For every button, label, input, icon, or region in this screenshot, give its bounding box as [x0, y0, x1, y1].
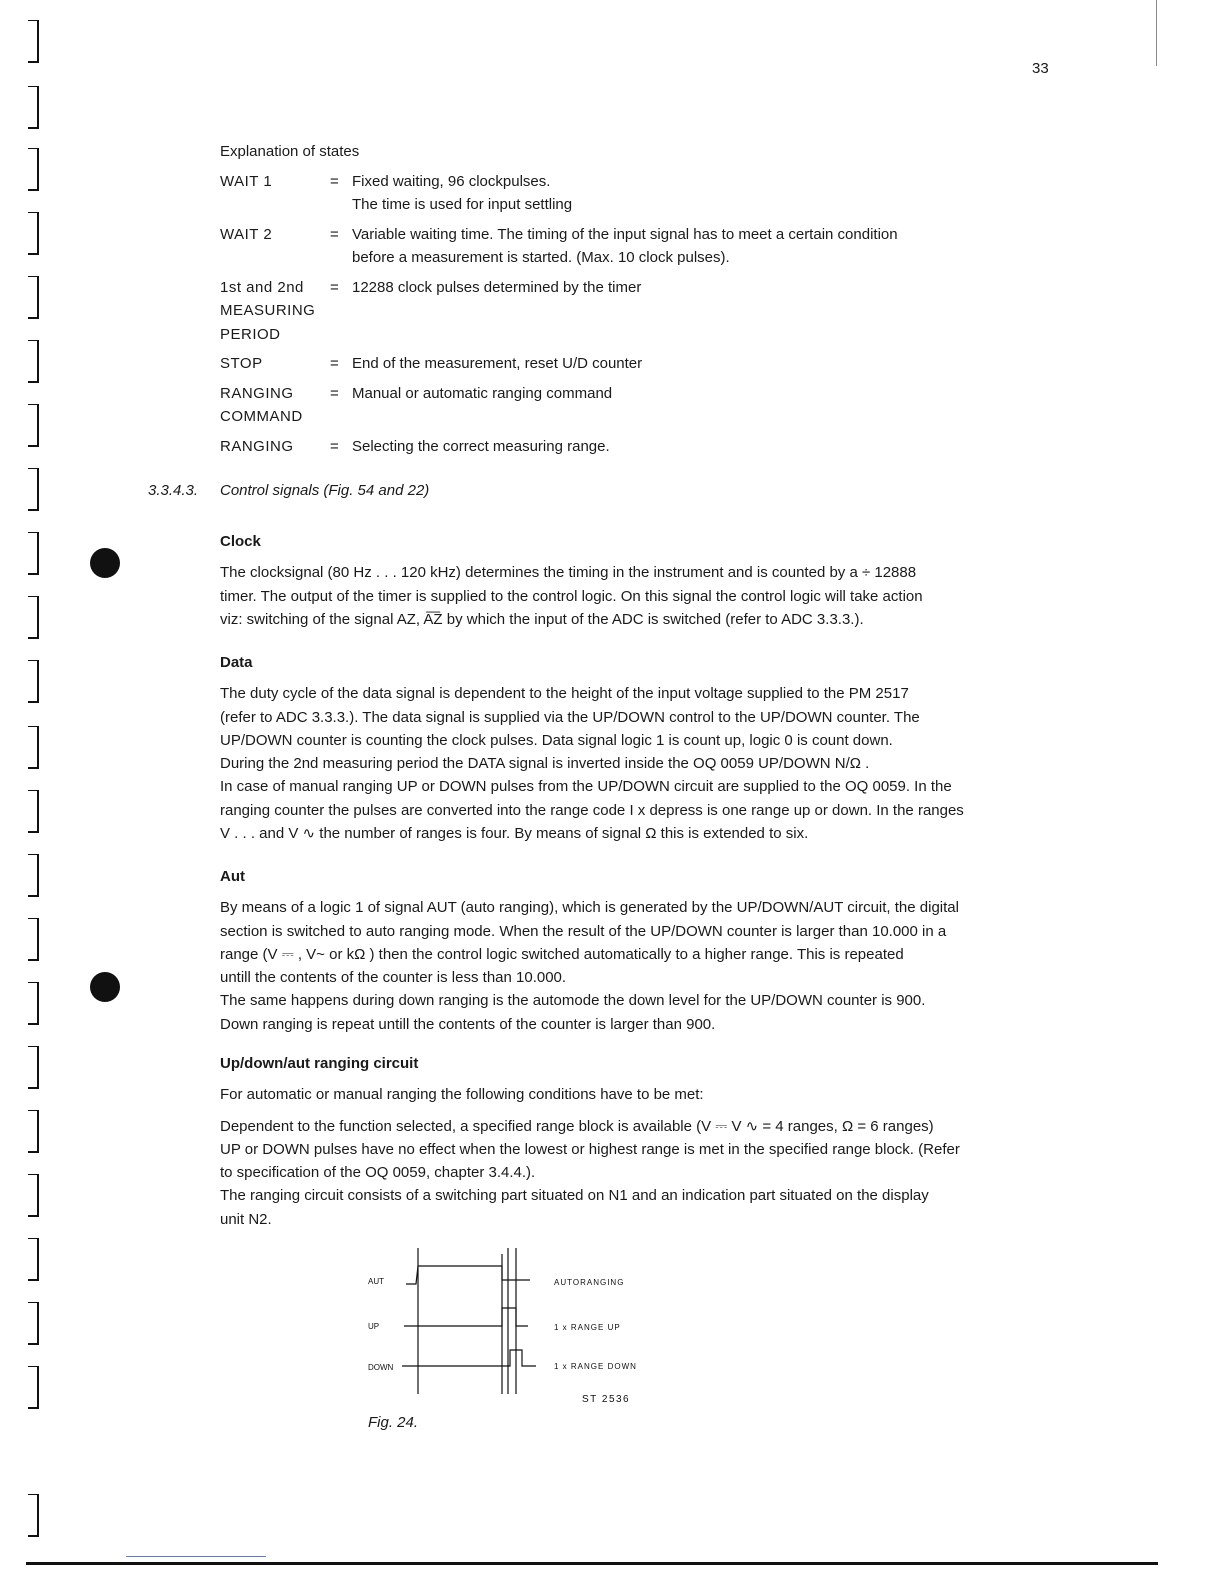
bottom-rule	[26, 1562, 1158, 1565]
binder-bracket	[28, 982, 39, 1025]
updown-title: Up/down/aut ranging circuit	[220, 1055, 419, 1072]
state-description: End of the measurement, reset U/D counter	[352, 355, 643, 372]
section-number: 3.3.4.3.	[148, 482, 199, 499]
state-description: Manual or automatic ranging command	[352, 384, 613, 402]
binder-margin	[28, 0, 48, 1584]
state-name: WAIT 1	[220, 172, 273, 190]
state-row	[220, 435, 1090, 459]
figure-caption: Fig. 24.	[368, 1414, 419, 1431]
binder-bracket	[28, 918, 39, 961]
state-row	[220, 223, 1090, 270]
clock-title: Clock	[220, 533, 261, 550]
binder-bracket	[28, 726, 39, 769]
data-title: Data	[220, 654, 253, 671]
binder-bracket	[28, 404, 39, 447]
binder-bracket	[28, 276, 39, 319]
aut-text: By means of a logic 1 of signal AUT (auto ranging), which is generated by the UP/DOWN/AUT circuit, the digital section is switched to auto ranging mode. When the result of the UP/DOWN counter is larger than 10.000 in a range (V ⎓ , V~ or kΩ ) then the control logic switched automatically to a higher range. This is repeated untill the contents of the counter is less than 10.000. The same happens during down ranging is the automode the down level for the UP/DOWN counter is 900. Down ranging is repeat untill the contents of the counter is larger than 900.	[220, 899, 959, 1033]
punch-hole	[90, 548, 120, 578]
binder-bracket	[28, 854, 39, 897]
punch-hole	[90, 972, 120, 1002]
binder-bracket	[28, 790, 39, 833]
binder-bracket	[28, 1302, 39, 1345]
state-name: RANGING	[220, 437, 294, 455]
state-equals: =	[330, 355, 339, 372]
updown-section	[220, 1052, 1090, 1231]
down-label: DOWN	[368, 1363, 394, 1372]
state-equals: =	[330, 172, 339, 190]
state-description: Variable waiting time. The timing of the input signal has to meet a certain condition before a measurement is started. (Max. 10 clock pulses).	[352, 225, 898, 266]
aut-label: AUT	[368, 1277, 384, 1286]
state-description: 12288 clock pulses determined by the timer	[352, 278, 642, 296]
binder-bracket	[28, 212, 39, 255]
state-equals: =	[330, 384, 339, 402]
binder-bracket	[28, 340, 39, 383]
up-waveform	[404, 1308, 528, 1326]
updown-text-body: Dependent to the function selected, a specified range block is available (V ⎓ V ∿ = 4 ranges, Ω = 6 ranges) UP or DOWN pulses have no effect when the lowest or highest range is met in the specified range block. (Refer to specification of the OQ 0059, chapter 3.4.4.). The ranging circuit consists of a switching part situated on N1 and an indication part situated on the display unit N2.	[220, 1117, 960, 1228]
binder-bracket	[28, 1366, 39, 1409]
data-text: The duty cycle of the data signal is dependent to the height of the input voltage supplied to the PM 2517 (refer to ADC 3.3.3.). The data signal is supplied via the UP/DOWN control to the UP/DOWN counter. The UP/DOWN counter is counting the clock pulses. Data signal logic 1 is count up, logic 0 is count down. During the 2nd measuring period the DATA signal is inverted inside the OQ 0059 UP/DOWN N/Ω . In case of manual ranging UP or DOWN pulses from the UP/DOWN circuit are supplied to the OQ 0059. In the ranging counter the pulses are converted into the range code I x depress is one range up or down. In the ranges V . . . and V ∿ the number of ranges is four. By means of signal Ω this is extended to six.	[220, 685, 964, 843]
binder-bracket	[28, 596, 39, 639]
section-title: Control signals (Fig. 54 and 22)	[220, 482, 430, 499]
binder-bracket	[28, 20, 39, 63]
binder-bracket	[28, 660, 39, 703]
timing-diagram	[366, 1246, 666, 1416]
figure-code: ST 2536	[582, 1394, 631, 1405]
state-equals: =	[330, 437, 339, 455]
binder-bracket	[28, 1110, 39, 1153]
aut-section	[220, 865, 1090, 1036]
aut-waveform	[406, 1266, 530, 1284]
autoranging-note: AUTORANGING	[554, 1278, 625, 1287]
states-heading: Explanation of states	[220, 143, 360, 160]
binder-bracket	[28, 86, 39, 129]
range-up-note: 1 x RANGE UP	[554, 1323, 621, 1332]
state-row	[220, 352, 1090, 376]
updown-text-intro: For automatic or manual ranging the following conditions have to be met:	[220, 1086, 704, 1104]
state-row	[220, 382, 1090, 429]
bottom-accent-line	[126, 1556, 266, 1557]
state-row	[220, 170, 1090, 217]
state-description: Selecting the correct measuring range.	[352, 437, 610, 455]
clock-text: The clocksignal (80 Hz . . . 120 kHz) determines the timing in the instrument and is counted by a ÷ 12888 timer. The output of the timer is supplied to the control logic. On this signal the control logic will take action viz: switching of the signal AZ, A͞Z by which the input of the ADC is switched (refer to ADC 3.3.3.).	[220, 564, 923, 628]
state-description: Fixed waiting, 96 clockpulses. The time is used for input settling	[352, 172, 573, 213]
data-section	[220, 651, 1090, 845]
binder-bracket	[28, 148, 39, 191]
state-name: 1st and 2nd MEASURING PERIOD	[220, 278, 316, 343]
binder-bracket	[28, 532, 39, 575]
page-number: 33	[1032, 60, 1049, 77]
binder-bracket	[28, 468, 39, 511]
binder-bracket	[28, 1046, 39, 1089]
state-name: RANGING COMMAND	[220, 384, 303, 425]
state-name: WAIT 2	[220, 225, 273, 243]
right-edge-line	[1156, 0, 1157, 66]
binder-bracket	[28, 1494, 39, 1537]
up-label: UP	[368, 1322, 380, 1331]
state-row	[220, 276, 1090, 347]
binder-bracket	[28, 1238, 39, 1281]
aut-title: Aut	[220, 868, 245, 885]
clock-section	[220, 530, 1090, 631]
state-name: STOP	[220, 355, 263, 372]
section-heading	[148, 482, 429, 499]
states-block	[220, 140, 1090, 464]
binder-bracket	[28, 1174, 39, 1217]
state-equals: =	[330, 278, 339, 296]
state-equals: =	[330, 225, 339, 243]
range-down-note: 1 x RANGE DOWN	[554, 1362, 637, 1371]
